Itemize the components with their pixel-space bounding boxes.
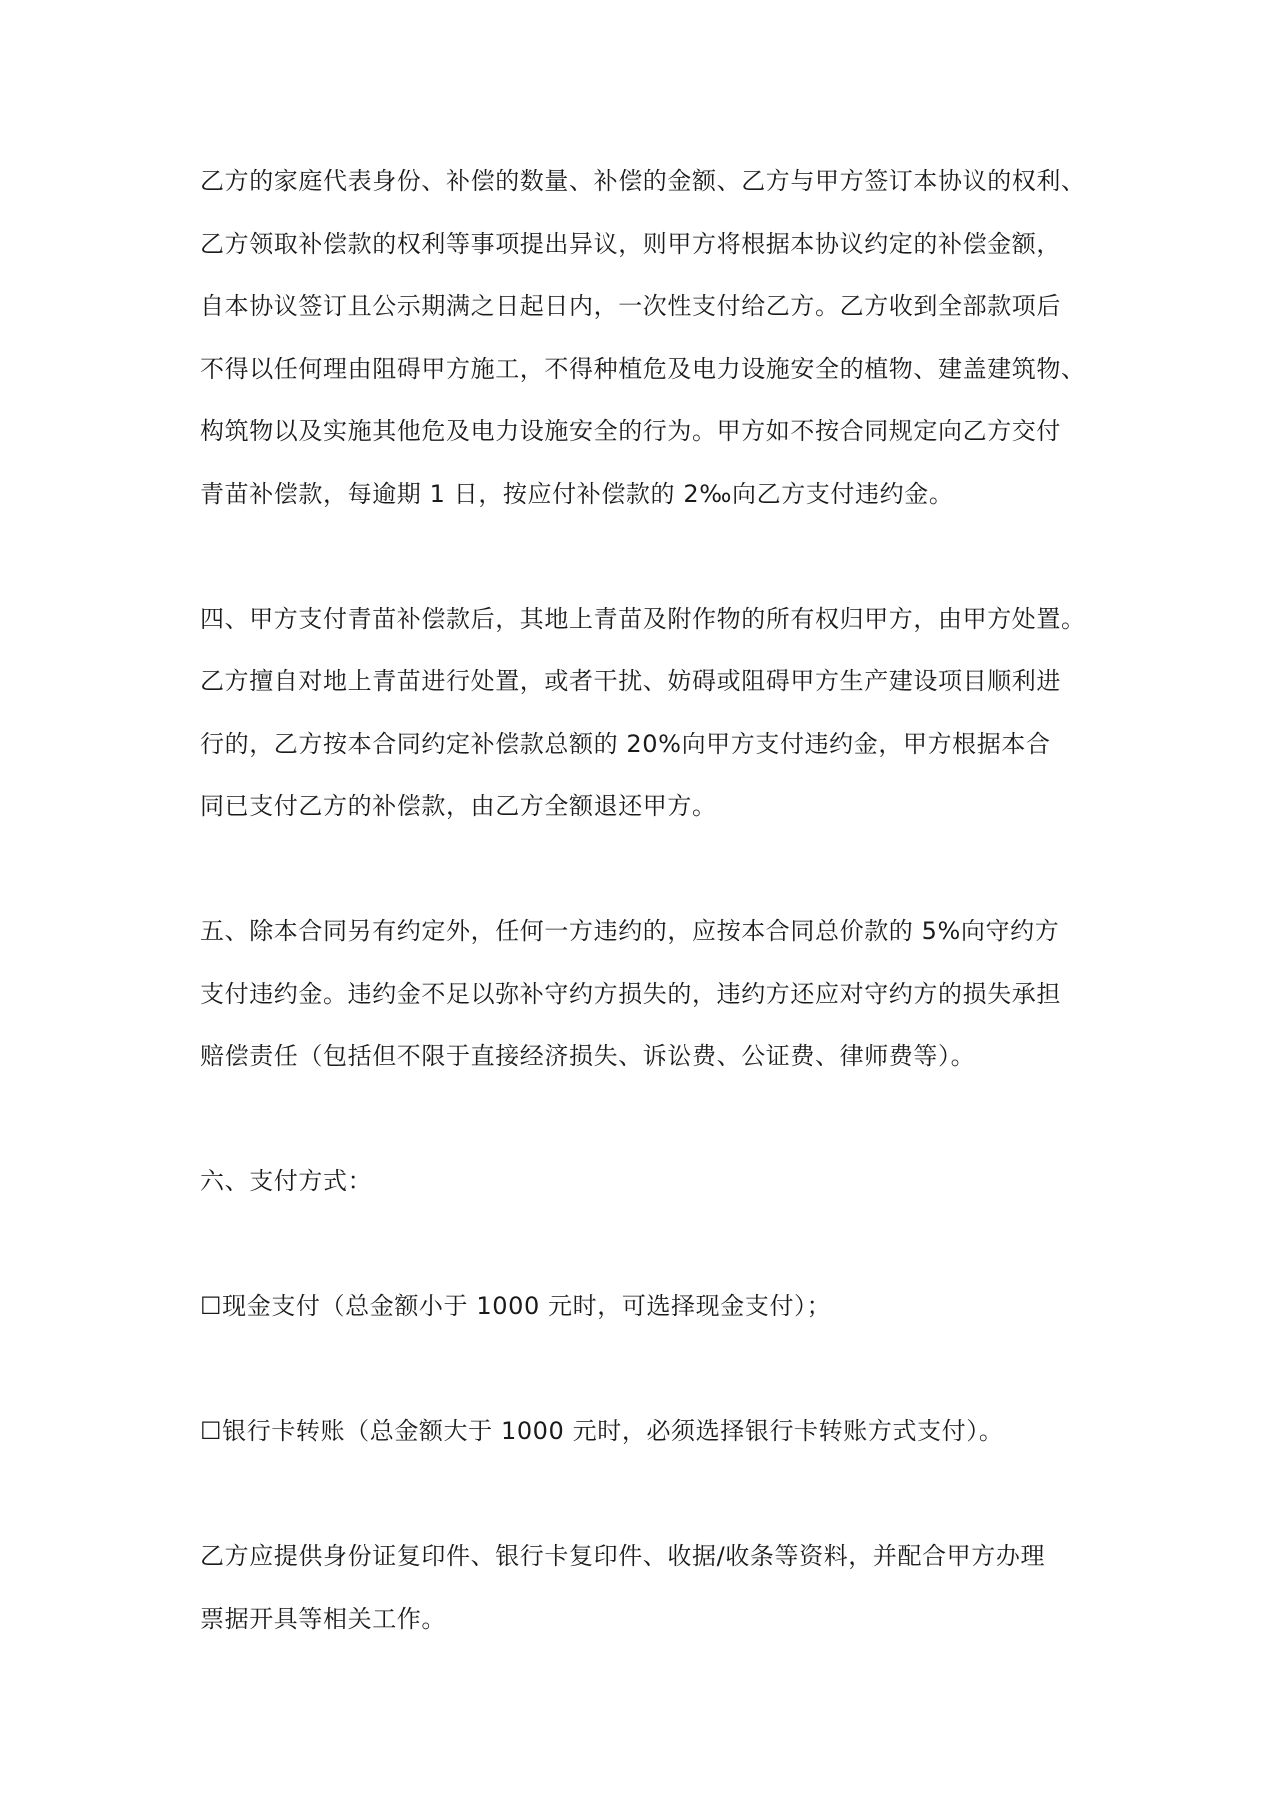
paragraph-gap: [200, 838, 1090, 901]
text-line: 乙方应提供身份证复印件、银行卡复印件、收据/收条等资料，并配合甲方办理: [200, 1542, 1046, 1570]
text-line: 乙方的家庭代表身份、补偿的数量、补偿的金额、乙方与甲方签订本协议的权利、: [200, 167, 1086, 195]
paragraph-gap: [200, 1338, 1090, 1401]
paragraph-documents: [200, 1525, 1090, 1650]
paragraph-option-bank: [200, 1400, 1090, 1463]
paragraph-gap: [200, 525, 1090, 588]
checkbox-option-cash: ☐现金支付（总金额小于 1000 元时，可选择现金支付）；: [200, 1292, 832, 1320]
document-page: [200, 150, 1090, 1650]
paragraph-gap: [200, 1088, 1090, 1151]
paragraph-continuation: [200, 150, 1090, 525]
text-line: 支付违约金。违约金不足以弥补守约方损失的，违约方还应对守约方的损失承担: [200, 979, 1061, 1008]
section-heading: 六、支付方式：: [200, 1167, 373, 1195]
paragraph-gap: [200, 1463, 1090, 1526]
text-line: 不得以任何理由阻碍甲方施工，不得种植危及电力设施安全的植物、建盖建筑物、: [200, 354, 1086, 383]
text-line: 乙方领取补偿款的权利等事项提出异议，则甲方将根据本协议约定的补偿金额，: [200, 229, 1061, 258]
paragraph-clause-6-title: [200, 1150, 1090, 1213]
text-line: 自本协议签订且公示期满之日起日内，一次性支付给乙方。乙方收到全部款项后: [200, 292, 1061, 320]
text-line: 青苗补偿款，每逾期 1 日，按应付补偿款的 2‰向乙方支付违约金。: [200, 479, 954, 508]
text-line: 四、甲方支付青苗补偿款后，其地上青苗及附作物的所有权归甲方，由甲方处置。: [200, 604, 1086, 633]
paragraph-option-cash: [200, 1275, 1090, 1338]
text-line: 同已支付乙方的补偿款，由乙方全额退还甲方。: [200, 792, 717, 820]
text-line: 赔偿责任（包括但不限于直接经济损失、诉讼费、公证费、律师费等）。: [200, 1042, 976, 1070]
text-line: 乙方擅自对地上青苗进行处置，或者干扰、妨碍或阻碍甲方生产建设项目顺利进: [200, 667, 1061, 695]
text-line: 五、除本合同另有约定外，任何一方违约的，应按本合同总价款的 5%向守约方: [200, 917, 1060, 945]
text-line: 构筑物以及实施其他危及电力设施安全的行为。甲方如不按合同规定向乙方交付: [200, 417, 1061, 445]
text-line: 行的，乙方按本合同约定补偿款总额的 20%向甲方支付违约金，甲方根据本合: [200, 729, 1051, 758]
paragraph-gap: [200, 1213, 1090, 1276]
text-line: 票据开具等相关工作。: [200, 1604, 446, 1633]
paragraph-clause-5: [200, 900, 1090, 1088]
paragraph-clause-4: [200, 588, 1090, 838]
checkbox-option-bank: ☐银行卡转账（总金额大于 1000 元时，必须选择银行卡转账方式支付）。: [200, 1417, 1004, 1445]
